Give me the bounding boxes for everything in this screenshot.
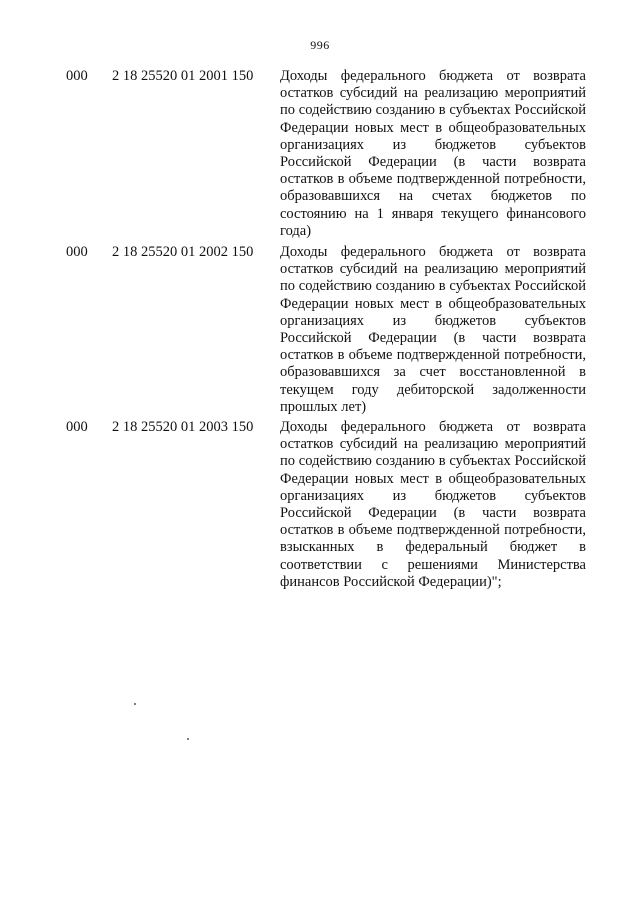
page-number: 996 xyxy=(310,38,330,52)
scan-speck xyxy=(134,703,136,705)
income-description: Доходы федерального бюджета от возврата остатков субсидий на реализацию мероприятий по содействию созданию в субъектах Российской Федерации новых мест в общеобразовательных организациях из бюджетов субъектов Российской Федерации (в части возврата остатков в объеме подтвержденной потребности, образовавшихся на счетах бюджетов по состоянию на 1 января текущего финансового года) xyxy=(280,68,586,239)
admin-code: 000 xyxy=(66,244,88,260)
income-description: Доходы федерального бюджета от возврата остатков субсидий на реализацию мероприятий по содействию созданию в субъектах Российской Федерации новых мест в общеобразовательных организациях из бюджетов субъектов Российской Федерации (в части возврата остатков в объеме подтвержденной потребности, взысканных в федеральный бюджет в соответствии с решениями Министерства финансов Российской Федерации)"; xyxy=(280,419,586,590)
kbk-code: 2 18 25520 01 2002 150 xyxy=(112,244,254,260)
scan-speck xyxy=(187,738,189,740)
admin-code: 000 xyxy=(66,419,88,435)
kbk-code: 2 18 25520 01 2003 150 xyxy=(112,419,254,435)
income-description: Доходы федерального бюджета от возврата остатков субсидий на реализацию мероприятий по содействию созданию в субъектах Российской Федерации новых мест в общеобразовательных организациях из бюджетов субъектов Российской Федерации (в части возврата остатков в объеме подтвержденной потребности, образовавшихся за счет восстановленной в текущем году дебиторской задолженности прошлых лет) xyxy=(280,244,586,415)
admin-code: 000 xyxy=(66,68,88,84)
kbk-code: 2 18 25520 01 2001 150 xyxy=(112,68,254,84)
